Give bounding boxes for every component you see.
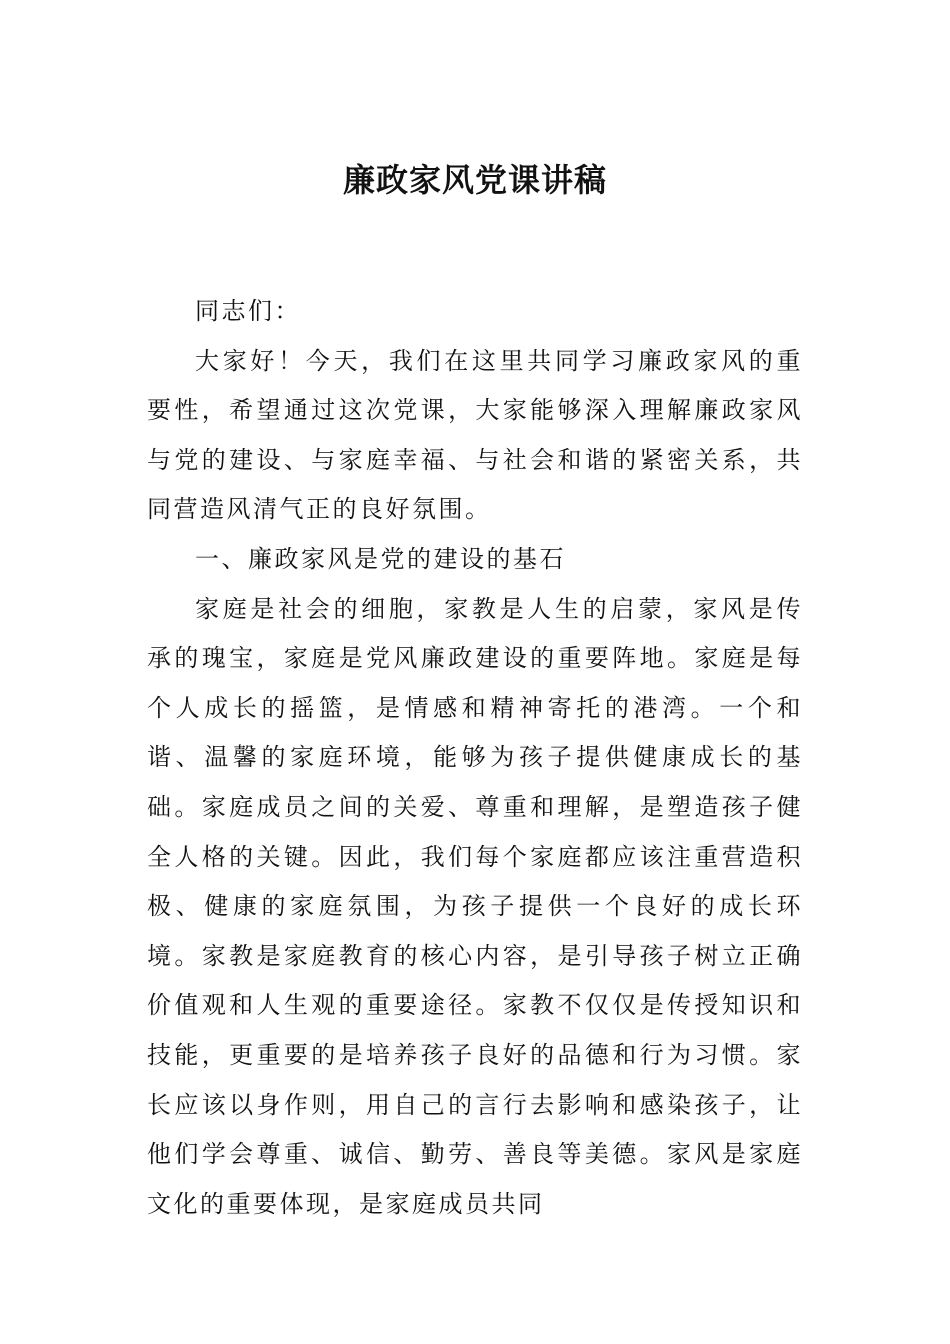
intro-paragraph: 大家好！今天，我们在这里共同学习廉政家风的重要性，希望通过这次党课，大家能够深入理解廉政家风与党的建设、与家庭幸福、与社会和谐的紧密关系，共同营造风清气正的良好氛围。: [147, 346, 803, 524]
document-body: [147, 287, 803, 1229]
document-title: 廉政家风党课讲稿: [342, 161, 607, 199]
section-heading: 一、廉政家风是党的建设的基石: [195, 544, 566, 573]
body-paragraph: 家庭是社会的细胞，家教是人生的启蒙，家风是传承的瑰宝，家庭是党风廉政建设的重要阵地。家庭是每个人成长的摇篮，是情感和精神寄托的港湾。一个和谐、温馨的家庭环境，能够为孩子提供健康成长的基础。家庭成员之间的关爱、尊重和理解，是塑造孩子健全人格的关键。因此，我们每个家庭都应该注重营造积极、健康的家庭氛围，为孩子提供一个良好的成长环境。家教是家庭教育的核心内容，是引导孩子树立正确价值观和人生观的重要途径。家教不仅仅是传授知识和技能，更重要的是培养孩子良好的品德和行为习惯。家长应该以身作则，用自己的言行去影响和感染孩子，让他们学会尊重、诚信、勤劳、善良等美德。家风是家庭文化的重要体现，是家庭成员共同: [147, 594, 803, 1218]
salutation-paragraph: 同志们：: [195, 297, 301, 325]
